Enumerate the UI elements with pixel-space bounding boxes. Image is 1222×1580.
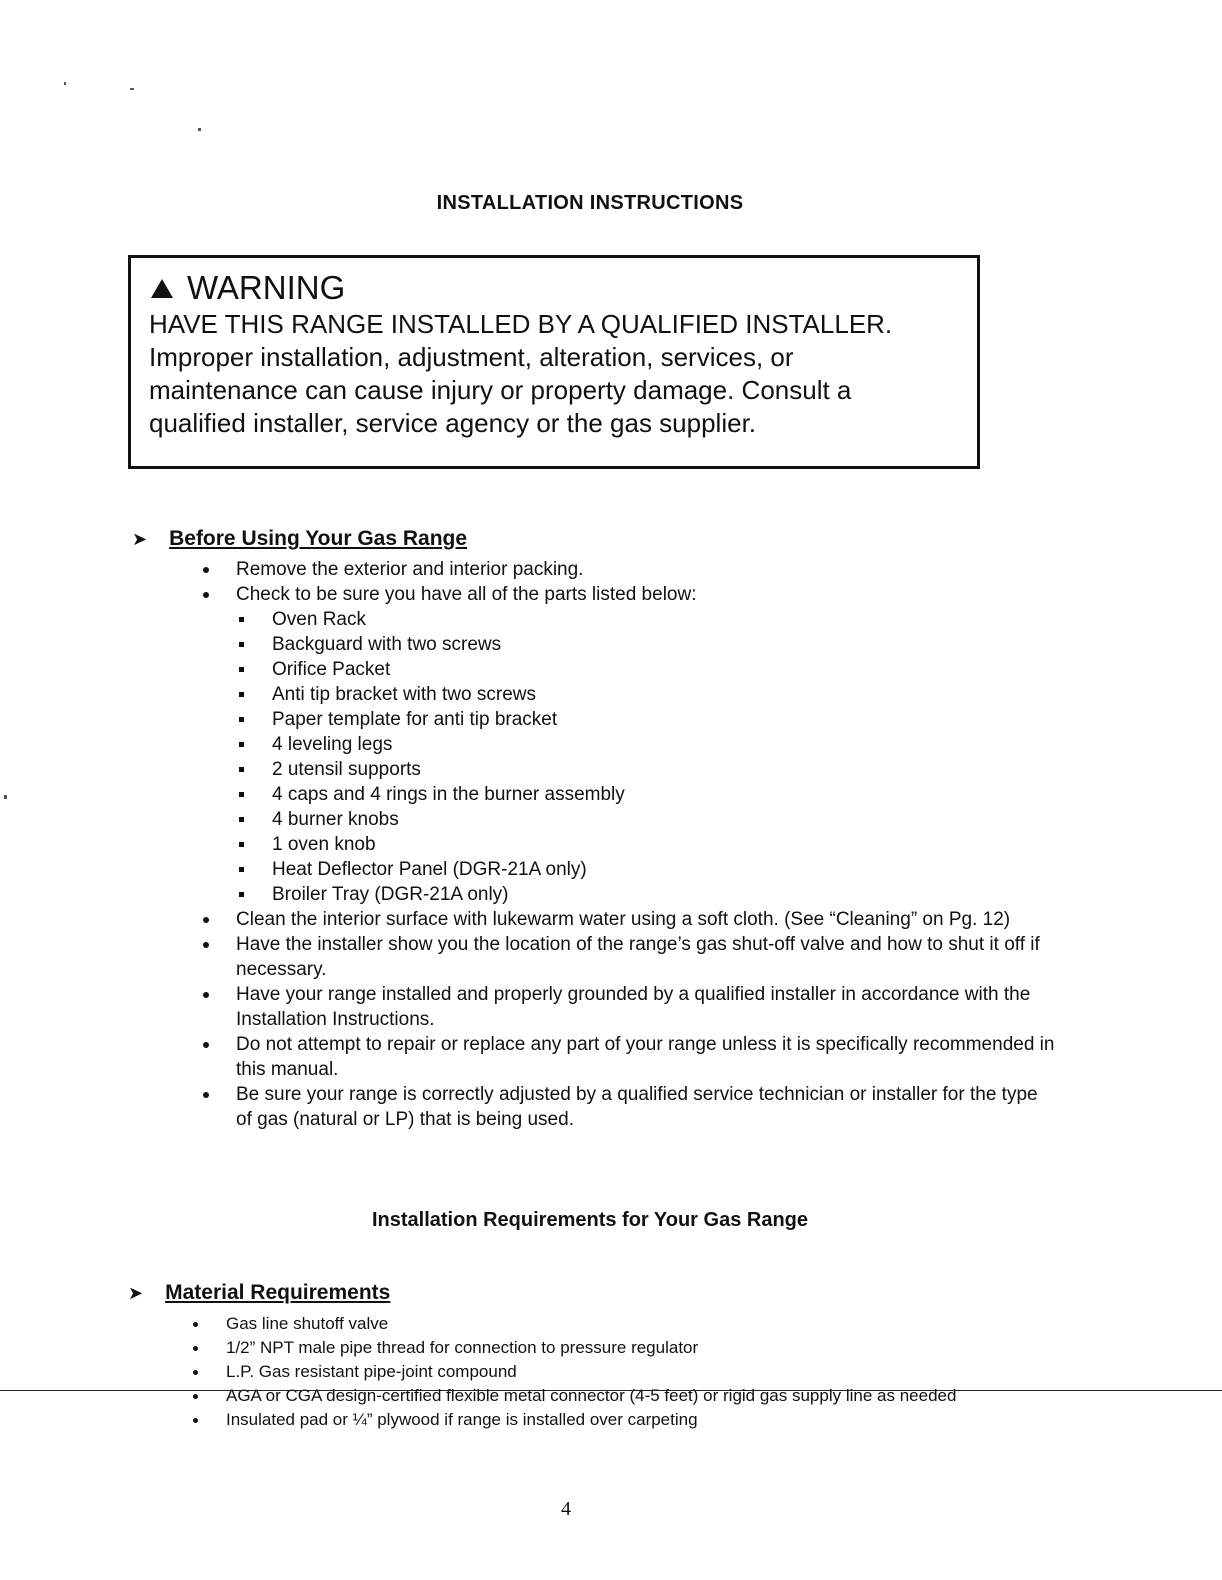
material-requirements-heading (128, 1281, 390, 1305)
part-item: Paper template for anti tip bracket (236, 707, 1058, 732)
warning-body: Improper installation, adjustment, alteration, services, or maintenance can cause injury or property damage. Consult a qualified installer, service agency or the gas supplier. (149, 342, 852, 438)
part-item: 4 caps and 4 rings in the burner assembly (236, 782, 1058, 807)
list-item: Insulated pad or ¼” plywood if range is installed over carpeting (190, 1408, 1070, 1432)
before-using-heading (132, 527, 467, 551)
warning-heading (149, 268, 977, 308)
part-item: Anti tip bracket with two screws (236, 682, 1058, 707)
warning-triangle-icon (151, 279, 173, 298)
list-item: Clean the interior surface with lukewarm water using a soft cloth. (See “Cleaning” on Pg. 12) (198, 907, 1058, 932)
part-item: Orifice Packet (236, 657, 1058, 682)
part-item: 2 utensil supports (236, 757, 1058, 782)
scan-speck (198, 128, 201, 131)
material-list (190, 1312, 1070, 1432)
list-item: Remove the exterior and interior packing. (198, 557, 1058, 582)
before-using-heading-text: Before Using Your Gas Range (169, 527, 468, 550)
material-requirements-heading-text: Material Requirements (165, 1281, 391, 1304)
part-item: 1 oven knob (236, 832, 1058, 857)
list-item: Be sure your range is correctly adjusted by a qualified service technician or installer for the type of gas (natural or LP) that is being used. (198, 1082, 1058, 1132)
warning-line-1: HAVE THIS RANGE INSTALLED BY A QUALIFIED INSTALLER. (149, 309, 893, 339)
warning-box (128, 255, 980, 469)
installation-requirements-heading: Installation Requirements for Your Gas Range (371, 1209, 808, 1231)
part-item: 4 burner knobs (236, 807, 1058, 832)
list-item: Gas line shutoff valve (190, 1312, 1070, 1336)
part-item: Heat Deflector Panel (DGR-21A only) (236, 857, 1058, 882)
scan-speck (64, 82, 66, 85)
list-item: Do not attempt to repair or replace any part of your range unless it is specifically recommended in this manual. (198, 1032, 1058, 1082)
scan-speck (130, 88, 134, 90)
list-item-text: Check to be sure you have all of the parts listed below: (236, 584, 697, 605)
scan-line-divider (0, 1390, 1222, 1391)
list-item: 1/2” NPT male pipe thread for connection to pressure regulator (190, 1336, 1070, 1360)
list-item (198, 582, 1058, 907)
list-item: L.P. Gas resistant pipe-joint compound (190, 1360, 1070, 1384)
part-item: Oven Rack (236, 607, 1058, 632)
list-item: Have the installer show you the location of the range’s gas shut-off valve and how to shut it off if necessary. (198, 932, 1058, 982)
page-title: INSTALLATION INSTRUCTIONS (436, 192, 744, 214)
list-item: Have your range installed and properly grounded by a qualified installer in accordance with the Installation Instructions. (198, 982, 1058, 1032)
scan-speck (4, 795, 7, 799)
page-number: 4 (561, 1498, 571, 1520)
parts-list (236, 607, 1058, 907)
list-item: AGA or CGA design-certified flexible metal connector (4-5 feet) or rigid gas supply line as needed (190, 1384, 1070, 1408)
part-item: Backguard with two screws (236, 632, 1058, 657)
warning-heading-text: WARNING (187, 269, 346, 306)
before-using-list (198, 557, 1058, 1132)
arrow-bullet-icon: ➤ (128, 1282, 144, 1303)
arrow-bullet-icon: ➤ (132, 528, 148, 549)
part-item: Broiler Tray (DGR-21A only) (236, 882, 1058, 907)
part-item: 4 leveling legs (236, 732, 1058, 757)
